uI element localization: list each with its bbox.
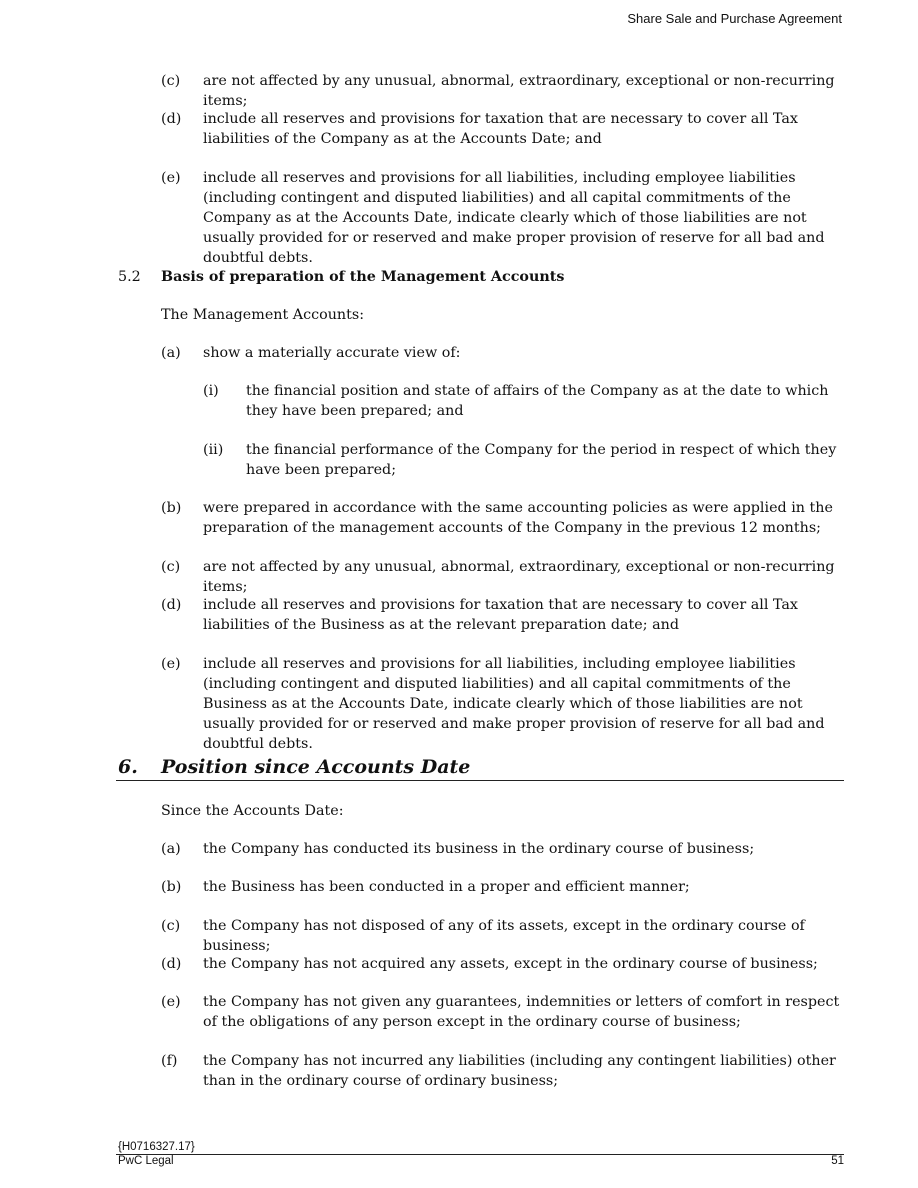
item-label: (d) [161,597,182,613]
item-text: the Company has not acquired any assets, except in the ordinary course of business; [203,956,818,972]
firm-name: PwC Legal [118,1155,174,1167]
item-text: the Company has not given any guarantees, indemnities or letters of comfort in respect of the obligations of any person except in the ordinary course of business; [203,994,840,1030]
section-number: 6. [118,756,138,778]
footer-divider [116,1154,844,1155]
item-text: include all reserves and provisions for all liabilities, including employee liabilities (including contingent and disputed liabilities) and all capital commitments of the Company as at the Accounts Date, indicate clearly which of those liabilities are not usually provided for or reserved and make proper provision of reserve for all bad and doubtful debts. [203,170,825,266]
item-label: (d) [161,111,182,127]
item-label: (b) [161,879,182,895]
item-text: include all reserves and provisions for taxation that are necessary to cover all Tax liabilities of the Business as at the relevant preparation date; and [203,597,798,633]
item-text: the financial position and state of affairs of the Company as at the date to which they have been prepared; and [246,383,829,419]
item-label: (b) [161,500,182,516]
item-label: (a) [161,345,181,361]
item-text: the Business has been conducted in a proper and efficient manner; [203,879,690,895]
item-label: (f) [161,1053,178,1069]
item-label: (e) [161,994,181,1010]
section-divider [116,780,844,781]
item-text: the Company has conducted its business in the ordinary course of business; [203,841,755,857]
section-heading [118,756,844,780]
clause-intro: The Management Accounts: [161,307,365,323]
item-text: include all reserves and provisions for taxation that are necessary to cover all Tax liabilities of the Company as at the Accounts Date; and [203,111,798,147]
item-text: are not affected by any unusual, abnormal, extraordinary, exceptional or non-recurring items; [203,559,835,595]
item-label: (ii) [203,442,224,458]
item-label: (c) [161,918,181,934]
document-reference: {H0716327.17} [118,1141,195,1153]
clause-title: Basis of preparation of the Management Accounts [161,269,565,285]
item-label: (c) [161,559,181,575]
item-label: (a) [161,841,181,857]
item-text: include all reserves and provisions for all liabilities, including employee liabilities (including contingent and disputed liabilities) and all capital commitments of the Business as at the Accounts Date, indicate clearly which of those liabilities are not usually provided for or reserved and make proper provision of reserve for all bad and doubtful debts. [203,656,825,752]
item-text: the financial performance of the Company for the period in respect of which they have been prepared; [246,442,837,478]
item-text: the Company has not disposed of any of its assets, except in the ordinary course of business; [203,918,805,954]
item-label: (d) [161,956,182,972]
item-label: (e) [161,656,181,672]
section-title: Position since Accounts Date [161,756,471,778]
item-label: (e) [161,170,181,186]
item-text: show a materially accurate view of: [203,345,461,361]
item-text: are not affected by any unusual, abnormal, extraordinary, exceptional or non-recurring items; [203,73,835,109]
item-label: (i) [203,383,219,399]
section-intro: Since the Accounts Date: [161,803,344,819]
item-text: were prepared in accordance with the same accounting policies as were applied in the preparation of the management accounts of the Company in the previous 12 months; [203,500,833,536]
running-header: Share Sale and Purchase Agreement [627,11,842,26]
item-label: (c) [161,73,181,89]
page-number: 51 [831,1155,844,1167]
item-text: the Company has not incurred any liabilities (including any contingent liabilities) other than in the ordinary course of ordinary business; [203,1053,836,1089]
clause-number: 5.2 [118,269,141,285]
